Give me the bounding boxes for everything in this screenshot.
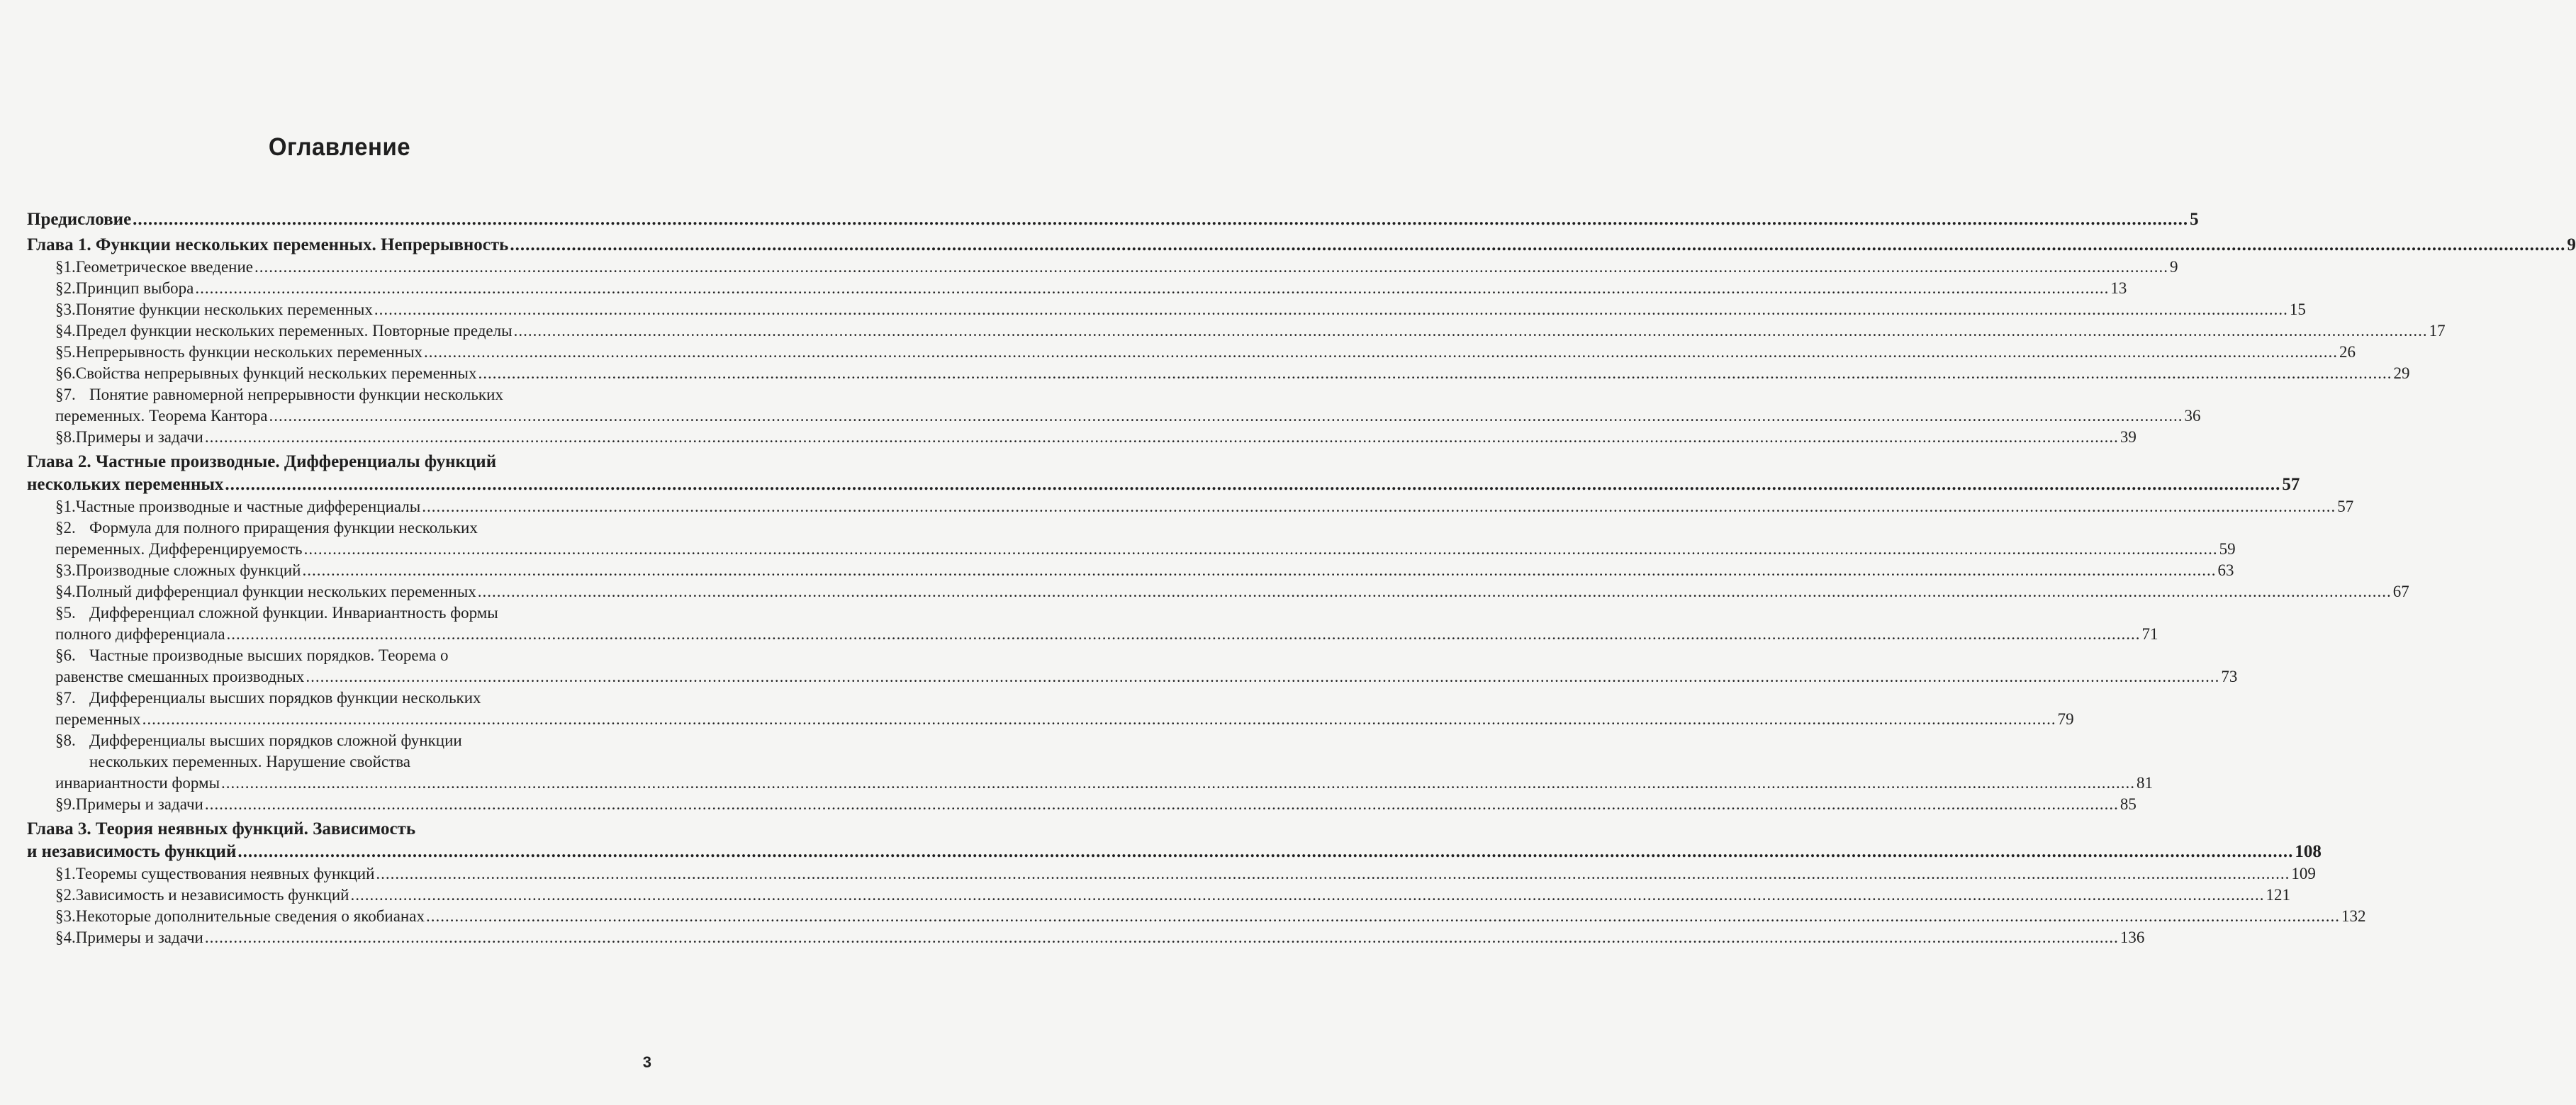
leader-dots: ................................................................................................................................................................................................................................................................................................................................................................................................................	[195, 279, 2110, 297]
section-number: §3.	[55, 301, 76, 318]
toc-section-entry[interactable]	[27, 794, 2137, 815]
table-of-contents	[27, 206, 2576, 948]
entry-title: Дифференциал сложной функции. Инвариантность формы	[89, 604, 498, 622]
section-number: §1.	[55, 498, 76, 515]
toc-section-entry[interactable]	[27, 278, 2127, 299]
entry-title: Предел функции нескольких переменных. Повторные пределы	[75, 322, 513, 340]
entry-title: переменных. Теорема Кантора	[55, 407, 268, 425]
leader-dots: ................................................................................................................................................................................................................................................................................................................................................................................................................	[237, 842, 2294, 861]
entry-title: Формула для полного приращения функции нескольких	[89, 519, 478, 537]
leader-dots: ................................................................................................................................................................................................................................................................................................................................................................................................................	[422, 498, 2336, 515]
page-ref: 5	[2190, 210, 2199, 229]
page-ref: 13	[2110, 279, 2127, 297]
section-number: §4.	[55, 322, 76, 340]
section-number: §3.	[55, 561, 76, 579]
entry-title: Производные сложных функций	[75, 561, 301, 579]
section-number: §7.	[55, 386, 76, 403]
entry-title: Частные производные высших порядков. Теорема о	[89, 646, 449, 664]
leader-dots: ................................................................................................................................................................................................................................................................................................................................................................................................................	[133, 210, 2189, 229]
leader-dots: ................................................................................................................................................................................................................................................................................................................................................................................................................	[269, 407, 2183, 425]
entry-title: Понятие функции нескольких переменных	[75, 301, 373, 318]
toc-section-entry[interactable]	[27, 320, 2446, 342]
section-number: §2.	[55, 279, 76, 297]
page-ref: 36	[2184, 407, 2201, 425]
toc-section-entry[interactable]	[27, 863, 2316, 885]
entry-title: Непрерывность функции нескольких переменных	[75, 343, 423, 361]
toc-chapter-entry[interactable]	[27, 208, 2199, 231]
entry-title: Примеры и задачи	[75, 929, 203, 946]
toc-chapter-entry[interactable]	[27, 234, 2576, 257]
leader-dots: ................................................................................................................................................................................................................................................................................................................................................................................................................	[306, 668, 2220, 685]
page-ref: 63	[2217, 561, 2234, 579]
section-number: §5.	[55, 604, 76, 622]
entry-title: переменных	[55, 710, 141, 728]
section-number: §4.	[55, 929, 76, 946]
leader-dots: ................................................................................................................................................................................................................................................................................................................................................................................................................	[221, 774, 2136, 792]
entry-title: Предисловие	[27, 210, 132, 229]
page-ref: 67	[2392, 583, 2409, 600]
leader-dots: ................................................................................................................................................................................................................................................................................................................................................................................................................	[225, 475, 2281, 494]
page-ref: 17	[2429, 322, 2446, 340]
entry-title: Примеры и задачи	[75, 795, 203, 813]
toc-section-entry[interactable]	[27, 688, 2074, 730]
page-ref: 85	[2119, 795, 2137, 813]
toc-section-entry[interactable]	[27, 602, 2158, 645]
toc-section-entry[interactable]	[27, 496, 2354, 517]
section-number: §2.	[55, 886, 76, 904]
page-ref: 57	[2282, 475, 2300, 494]
toc-section-entry[interactable]	[27, 581, 2409, 602]
section-number: §1.	[55, 865, 76, 882]
entry-title: Некоторые дополнительные сведения о якобианах	[75, 907, 425, 925]
entry-title: Полный дифференциал функции нескольких переменных	[75, 583, 476, 600]
leader-dots: ................................................................................................................................................................................................................................................................................................................................................................................................................	[350, 886, 2265, 904]
leader-dots: ................................................................................................................................................................................................................................................................................................................................................................................................................	[425, 907, 2340, 925]
section-number: §6.	[55, 646, 76, 664]
entry-title: Зависимость и независимость функций	[75, 886, 349, 904]
page-ref: 132	[2341, 907, 2366, 925]
page-ref: 108	[2295, 842, 2322, 861]
toc-section-entry[interactable]	[27, 645, 2238, 688]
page-ref: 9	[2567, 235, 2576, 254]
toc-section-entry[interactable]	[27, 363, 2410, 384]
entry-title: и независимость функций	[27, 842, 237, 861]
leader-dots: ................................................................................................................................................................................................................................................................................................................................................................................................................	[374, 301, 2288, 318]
toc-section-entry[interactable]	[27, 517, 2236, 560]
page-ref: 73	[2221, 668, 2238, 685]
toc-section-entry[interactable]	[27, 560, 2234, 581]
section-number: §2.	[55, 519, 76, 537]
page-ref: 79	[2057, 710, 2074, 728]
leader-dots: ................................................................................................................................................................................................................................................................................................................................................................................................................	[478, 364, 2392, 382]
entry-title: Примеры и задачи	[75, 428, 203, 446]
section-number: §3.	[55, 907, 76, 925]
section-number: §6.	[55, 364, 76, 382]
entry-title: Теоремы существования неявных функций	[75, 865, 375, 882]
entry-title: полного дифференциала	[55, 625, 225, 643]
leader-dots: ................................................................................................................................................................................................................................................................................................................................................................................................................	[142, 710, 2056, 728]
leader-dots: ................................................................................................................................................................................................................................................................................................................................................................................................................	[254, 258, 2168, 276]
leader-dots: ................................................................................................................................................................................................................................................................................................................................................................................................................	[477, 583, 2392, 600]
section-number: §7.	[55, 689, 76, 707]
entry-title: Геометрическое введение	[75, 258, 253, 276]
entry-title: переменных. Дифференцируемость	[55, 540, 303, 558]
page-ref: 71	[2141, 625, 2158, 643]
toc-section-entry[interactable]	[27, 257, 2178, 278]
section-number: §9.	[55, 795, 76, 813]
entry-title: инвариантности формы	[55, 774, 220, 792]
leader-dots: ................................................................................................................................................................................................................................................................................................................................................................................................................	[376, 865, 2290, 882]
page-ref: 15	[2289, 301, 2306, 318]
toc-section-entry[interactable]	[27, 342, 2356, 363]
entry-title: Глава 1. Функции нескольких переменных. Непрерывность	[27, 235, 509, 254]
page-number: 3	[642, 1053, 651, 1071]
entry-title: нескольких переменных. Нарушение свойства	[89, 753, 411, 770]
page-ref: 81	[2137, 774, 2154, 792]
toc-section-entry[interactable]	[27, 927, 2145, 948]
leader-dots: ................................................................................................................................................................................................................................................................................................................................................................................................................	[303, 540, 2218, 558]
leader-dots: ................................................................................................................................................................................................................................................................................................................................................................................................................	[204, 929, 2119, 946]
page-ref: 109	[2291, 865, 2316, 882]
leader-dots: ................................................................................................................................................................................................................................................................................................................................................................................................................	[226, 625, 2141, 643]
entry-title: Глава 2. Частные производные. Дифференциалы функций	[27, 452, 497, 471]
page-ref: 9	[2170, 258, 2178, 276]
leader-dots: ................................................................................................................................................................................................................................................................................................................................................................................................................	[424, 343, 2339, 361]
entry-title: Дифференциалы высших порядков функции нескольких	[89, 689, 481, 707]
section-number: §4.	[55, 583, 76, 600]
entry-title: Частные производные и частные дифференциалы	[75, 498, 421, 515]
toc-section-entry[interactable]	[27, 299, 2306, 320]
section-number: §8.	[55, 731, 76, 749]
entry-title: нескольких переменных	[27, 475, 224, 494]
section-number: §5.	[55, 343, 76, 361]
page-ref: 29	[2393, 364, 2410, 382]
page-ref: 59	[2219, 540, 2236, 558]
section-number: §1.	[55, 258, 76, 276]
toc-section-entry[interactable]	[27, 885, 2290, 906]
entry-title: Глава 3. Теория неявных функций. Зависимость	[27, 819, 416, 838]
leader-dots: ................................................................................................................................................................................................................................................................................................................................................................................................................	[204, 428, 2119, 446]
toc-section-entry[interactable]	[27, 906, 2366, 927]
leader-dots: ................................................................................................................................................................................................................................................................................................................................................................................................................	[204, 795, 2119, 813]
page-title: Оглавление	[268, 132, 411, 161]
leader-dots: ................................................................................................................................................................................................................................................................................................................................................................................................................	[302, 561, 2217, 579]
page-ref: 121	[2266, 886, 2290, 904]
toc-section-entry[interactable]	[27, 427, 2137, 448]
toc-section-entry[interactable]	[27, 730, 2154, 794]
toc-chapter-entry[interactable]	[27, 818, 2322, 863]
leader-dots: ................................................................................................................................................................................................................................................................................................................................................................................................................	[513, 322, 2428, 340]
entry-title: Понятие равномерной непрерывности функции нескольких	[89, 386, 503, 403]
toc-chapter-entry[interactable]	[27, 451, 2300, 496]
entry-title: Свойства непрерывных функций нескольких переменных	[75, 364, 477, 382]
section-number: §8.	[55, 428, 76, 446]
page-ref: 39	[2119, 428, 2137, 446]
page-ref: 57	[2337, 498, 2354, 515]
toc-section-entry[interactable]	[27, 384, 2201, 427]
entry-title: Принцип выбора	[75, 279, 194, 297]
page-ref: 26	[2339, 343, 2356, 361]
entry-title: Дифференциалы высших порядков сложной функции	[89, 731, 462, 749]
entry-title: равенстве смешанных производных	[55, 668, 305, 685]
leader-dots: ................................................................................................................................................................................................................................................................................................................................................................................................................	[510, 235, 2566, 254]
page-ref: 136	[2119, 929, 2145, 946]
